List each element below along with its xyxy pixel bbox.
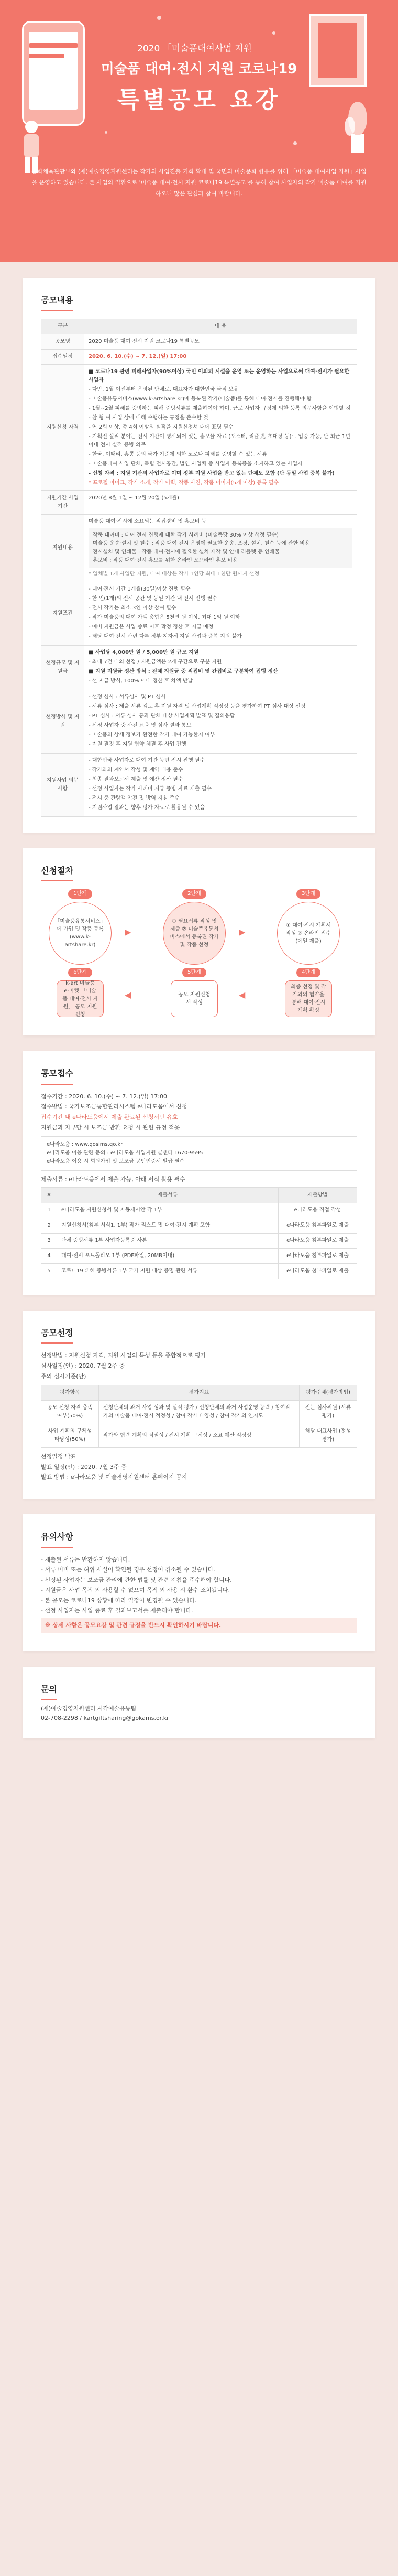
section-selection: 공모선정 선정방법 : 지원신청 자격, 지원 사업의 특성 등을 종합적으로 평가 심사일정(안) : 2020. 7월 2주 중 주의 심사기준(안) 평가항목 평가지표 평가주체(평가방법) 공모 신청 자격 충족 여부(50%) 신청단체의 과거 사업 성과 및 실적 평가 / 신청단체의 과거 사업운영 능력 / 참여작가의 미술품 대여·전시 적정성 / 참여 작가 다양성 / 참여 작가의 인지도 전문 심사위원 (서류평가) 사업 계획의 구체성 타당성(50%) 작가와 협력 계획의 적절성 / 전시 계획 구체성 / 소요 예산 적정성 해당 대표사업 (정성평가) 선정일정 발표 발표 일정(안) : 2020. 7월 3주 중 발표 방법 : e나라도움 및 예술경영지원센터 홈페이지 공지 [23, 1311, 375, 1499]
table-row: 5 코로나19 피해 증빙서류 1부 국가 지원 대상 증명 관련 서류 e나라도움 첨부파일로 제출 [41, 1263, 357, 1279]
table-row: 3 단체 증빙서류 1부 사업자등록증 사본 e나라도움 첨부파일로 제출 [41, 1233, 357, 1248]
table-row: 지원신청 자격 ■ 코로나19 관련 피해사업자(90%이상) 국민 이외의 시설을 운영 또는 운영하는 사업으로써 대여·전시가 필요한 사업자 - 다만, 1월 이전부터 운영된 단체로, 대표자가 대한민국 국적 보유 - 미술품유통서비스(www.k-artshare.kr)에 등록된 작가(미술품)를 통해 대여·전시를 진행해야 함 - 1월~2월 피해를 증빙하는 피해 증빙서류를 제출하여야 하며, 근로·사업자 규정에 의한 등록 의무사항을 이행할 것 - 참 형 여 사업 상에 대해 수행하는 규정을 준수할 것 - 연 2회 이상, 총 4회 이상의 실적을 지원신청서 내에 표명 필수 - 기획전 실적 분야는 전시 기간이 명시되어 있는 홍보물 자료 (포스터, 리플렛, 초대장 등)로 입증 가능, 단 최근 1년 이내 전시 실적 증빙 의무 - 한국, 이태리, 홍콩 등의 국가 기준에 의한 코로나 피해를 증명할 수 있는 서류 - 미술품대여 사업 단체, 독립 전시공간, 법인 사업체 중 사업자 등록증을 소지하고 있는 사업자 - 신청 자격 : 지원 기관의 사업자로 이미 정부 지원 사업을 받고 있는 단체도 포함 (단 동일 사업 중복 불가) * 프로필 마이크, 작가 소개, 작가 이력, 작품 사진, 작품 이미지(5개 이상) 등록 필수 [41, 364, 357, 490]
table-row: 선정방식 및 지원 - 선정 심사 : 서류심사 및 PT 심사 - 서류 심사 : 제출 서류 검토 후 지원 자격 및 사업계획 적정성 등을 평가하여 PT 심사 대상 선정 - PT 심사 : 서류 심사 통과 단체 대상 사업계획 발표 및 질의응답 - 선정 사업자 중 사전 교육 및 심사 결과 통보 - 미술품의 상세 정보가 완전한 작가 대여 가능한지 여부 - 지원 결정 후 지원 협약 체결 후 사업 진행 [41, 690, 357, 753]
section-heading: 문의 [41, 1683, 57, 1700]
section-heading: 공모접수 [41, 1067, 73, 1085]
arrow-left-icon: ◀ [125, 990, 131, 1000]
table-row: 공모 신청 자격 충족 여부(50%) 신청단체의 과거 사업 성과 및 실적 평가 / 신청단체의 과거 사업운영 능력 / 참여작가의 미술품 대여·전시 적정성 / 참여 작가 다양성 / 참여 작가의 인지도 전문 심사위원 (서류평가) [41, 1401, 357, 1424]
section-heading: 공모선정 [41, 1326, 73, 1344]
criteria-table: 평가항목 평가지표 평가주체(평가방법) 공모 신청 자격 충족 여부(50%) 신청단체의 과거 사업 성과 및 실적 평가 / 신청단체의 과거 사업운영 능력 / 참여작가의 미술품 대여·전시 적정성 / 참여 작가 다양성 / 참여 작가의 인지도 전문 심사위원 (서류평가) 사업 계획의 구체성 타당성(50%) 작가와 협력 계획의 적절성 / 전시 계획 구체성 / 소요 예산 적정성 해당 대표사업 (정성평가) [41, 1385, 357, 1448]
hero-kicker: 2020 「미술품대여사업 지원」 [137, 43, 261, 54]
overview-table [41, 319, 357, 817]
table-row: 2 지원신청서(첨부 서식1, 1부) 작가 리스트 및 대여·전시 계획 포함 e나라도움 첨부파일로 제출 [41, 1218, 357, 1233]
table-row: 공모명 2020 미술품 대여·전시 지원 코로나19 특별공모 [41, 334, 357, 349]
step-5: 5단계 공모 지원신청서 작성 [155, 967, 234, 1017]
person-illustration [10, 116, 52, 174]
contact-info[interactable]: 02-708-2298 / kartgiftsharing@gokams.or.kr [41, 1714, 169, 1721]
table-row: 접수일정 2020. 6. 10.(수) ~ 7. 12.(일) 17:00 [41, 349, 357, 364]
step-1: 1단계 「미술품유통서비스」 에 가입 및 작품 등록 (www.k-artshare.kr) [41, 889, 119, 965]
site-link[interactable]: e나라도움 : www.gosims.go.kr [47, 1142, 123, 1148]
table-row: 선정규모 및 지원금 ■ 사업당 4,000만 원 / 5,000만 원 규모 지원 - 최대 7건 내외 선정 / 지원금액은 2개 구간으로 구분 지원 ■ 지원 지원금 정산 방식 : 전체 지원금 중 직접비 및 간접비로 구분하여 집행 정산 - 선 지급 방식, 100% 이내 정산 후 차액 반납 [41, 645, 357, 690]
col-header: 구분 [41, 319, 84, 334]
process-steps [41, 889, 357, 1020]
section-heading: 유의사항 [41, 1530, 73, 1548]
section-contact: 문의 (재)예술경영지원센터 시각예술유통팀 02-708-2298 / kartgiftsharing@gokams.or.kr [23, 1667, 375, 1739]
col-header: 내 용 [84, 319, 357, 334]
section-process [23, 848, 375, 1036]
arrow-left-icon: ◀ [239, 990, 246, 1000]
section-overview [23, 278, 375, 833]
section-heading: 신청절차 [41, 864, 73, 882]
step-4: 4단계 최종 선정 및 작가와의 협약을 통해 대여·전시 계획 확정 [269, 967, 348, 1017]
step-3: 3단계 ① 대여·전시 계획서 작성 ② 온라인 접수 (메일 제출) [269, 889, 348, 965]
site-info-box: e나라도움 : www.gosims.go.kr e나라도움 이용 관련 문의 : e나라도움 사업지원 콜센터 1670-9595 e나라도움 이용 시 회원가입 및 보조금 공인인증서 발급 필수 [41, 1136, 357, 1171]
section-apply: 공모접수 접수기간 : 2020. 6. 10.(수) ~ 7. 12.(일) 17:00 접수방법 : 국가보조금통합관리시스템 e나라도움에서 신청 접수기간 내 e나라도움에서 제출 완료된 신청서만 유효 지원금과 자부담 시 보조금 반환 요청 시 관련 규정 적용 e나라도움 : www.gosims.go.kr e나라도움 이용 관련 문의 : e나라도움 사업지원 콜센터 1670-9595 e나라도움 이용 시 회원가입 및 보조금 공인인증서 발급 필수 제출서류 : e나라도움에서 제출 가능, 아래 서식 활용 필수 # 제출서류 제출방법 1 e나라도움 지원신청서 및 자동제시안 각 1부 e나라도움 직접 작성 2 지원신청서(첨부 서식1, 1부) 작가 리스트 및 대여·전시 계획 포함 e나라도움 첨부파일로 제출 3 단체 증빙서류 1부 사업자등록증 사본 e나라도움 첨부파일로 제출 4 대여·전시 포트폴리오 1부 (PDF파일, 20MB이내) e나라도움 첨부파일로 제출 5 코로나19 피해 증빙서류 1부 국가 지원 대상 증명 관련 서류 e나라도움 첨부파일로 제출 [23, 1051, 375, 1295]
section-notice: 유의사항 - 제출된 서류는 반환하지 않습니다. - 서류 미비 또는 허위 사실이 확인될 경우 선정이 취소될 수 있습니다. - 선정된 사업자는 보조금 관리에 관한 법률 및 관련 지침을 준수해야 합니다. - 지원금은 사업 목적 외 사용할 수 없으며 목적 외 사용 시 환수 조치됩니다. - 본 공모는 코로나19 상황에 따라 일정이 변경될 수 있습니다. - 선정 사업자는 사업 종료 후 결과보고서를 제출해야 합니다. ※ 상세 사항은 공모요강 및 관련 규정을 반드시 확인하시기 바랍니다. [23, 1514, 375, 1651]
step-6: 6단계 k-art 미술품 e-마켓 「미술품 대여·전시 지원」 공모 지원신청 [41, 967, 119, 1017]
table-row: 지원내용 미술품 대여·전시에 소요되는 직접경비 및 홍보비 등 작품 대여비 : 대여 전시 진행에 대한 작가 사례비 (미술품당 30% 이상 책정 필수) 미술품 운송·설치 및 철수 : 작품 대여·전시 운영에 필요한 운송, 포장, 설치, 철수 등에 관한 비용 전시설치 및 인쇄물 : 작품 대여·전시에 필요한 설치 제작 및 안내 리플렛 등 인쇄물 홍보비 : 작품 대여·전시 홍보를 위한 온라인·오프라인 홍보 비용 * 업체별 1개 사업만 지원, 대여 대상은 작가 1인당 최대 1천만 원까지 선정 [41, 514, 357, 582]
submit-docs-table: # 제출서류 제출방법 1 e나라도움 지원신청서 및 자동제시안 각 1부 e나라도움 직접 작성 2 지원신청서(첨부 서식1, 1부) 작가 리스트 및 대여·전시 계획 포함 e나라도움 첨부파일로 제출 3 단체 증빙서류 1부 사업자등록증 사본 e나라도움 첨부파일로 제출 4 대여·전시 포트폴리오 1부 (PDF파일, 20MB이내) e나라도움 첨부파일로 제출 5 코로나19 피해 증빙서류 1부 국가 지원 대상 증명 관련 서류 e나라도움 첨부파일로 제출 [41, 1187, 357, 1279]
table-row: 지원조건 - 대여·전시 기간 1개월(30일)이상 진행 필수 - 한 번(1개)의 전시 공간 및 동일 기간 내 전시 진행 필수 - 전시 작가는 최소 3인 이상 참여 필수 - 작가 미술품의 대여 가액 총합은 5천만 원 이상, 최대 1억 원 이하 - 예비 지원금은 사업 종료 이후 확정 정산 후 지급 예정 - 해당 대여·전시 관련 다른 정부·지자체 지원 사업과 중복 지원 불가 [41, 582, 357, 645]
arrow-right-icon: ▶ [239, 927, 246, 937]
table-row: 1 e나라도움 지원신청서 및 자동제시안 각 1부 e나라도움 직접 작성 [41, 1203, 357, 1218]
table-row: 4 대여·전시 포트폴리오 1부 (PDF파일, 20MB이내) e나라도움 첨부파일로 제출 [41, 1248, 357, 1263]
hero-title: 미술품 대여·전시 지원 코로나19 [101, 61, 297, 77]
section-heading: 공모내용 [41, 293, 73, 311]
table-row: 지원기간 사업기간 2020년 8월 1일 ~ 12월 20일 (5개월) [41, 490, 357, 514]
hero-intro: 문화체육관광부와 (재)예술경영지원센터는 작가의 사업진출 기회 확대 및 국민의 미술문화 향유를 위해 「미술품 대여사업 지원」사업을 운영하고 있습니다. 본 사업의 일환으로 '미술품 대여·전시 지원 코로나19 특별공모'를 통해 참여 사업자의 작가 미술품 대여를 지원하오니 많은 관심과 참여 바랍니다. [31, 168, 367, 197]
table-row: 사업 계획의 구체성 타당성(50%) 작가와 협력 계획의 적절성 / 전시 계획 구체성 / 소요 예산 적정성 해당 대표사업 (정성평가) [41, 1424, 357, 1448]
hero-title-main: 특별공모 요강 [117, 86, 281, 113]
step-2: 2단계 ① 필요서류 작성 및 제출 ② 미술품유통서비스에서 등록된 작가 및 작품 선정 [155, 889, 234, 965]
hero-banner [0, 0, 398, 262]
table-row: 지원사업 의무사항 - 대한민국 사업자로 대여 기간 동안 전시 진행 필수 - 작가와의 계약서 작성 및 계약 내용 준수 - 최종 결과보고서 제출 및 예산 정산 필수 - 선정 사업자는 작가 사례비 지급 증빙 자료 제출 필수 - 전시 중 관람객 안전 및 방역 지침 준수 - 지원사업 결과는 향후 평가 자료로 활용될 수 있음 [41, 753, 357, 816]
arrow-right-icon: ▶ [125, 927, 131, 937]
